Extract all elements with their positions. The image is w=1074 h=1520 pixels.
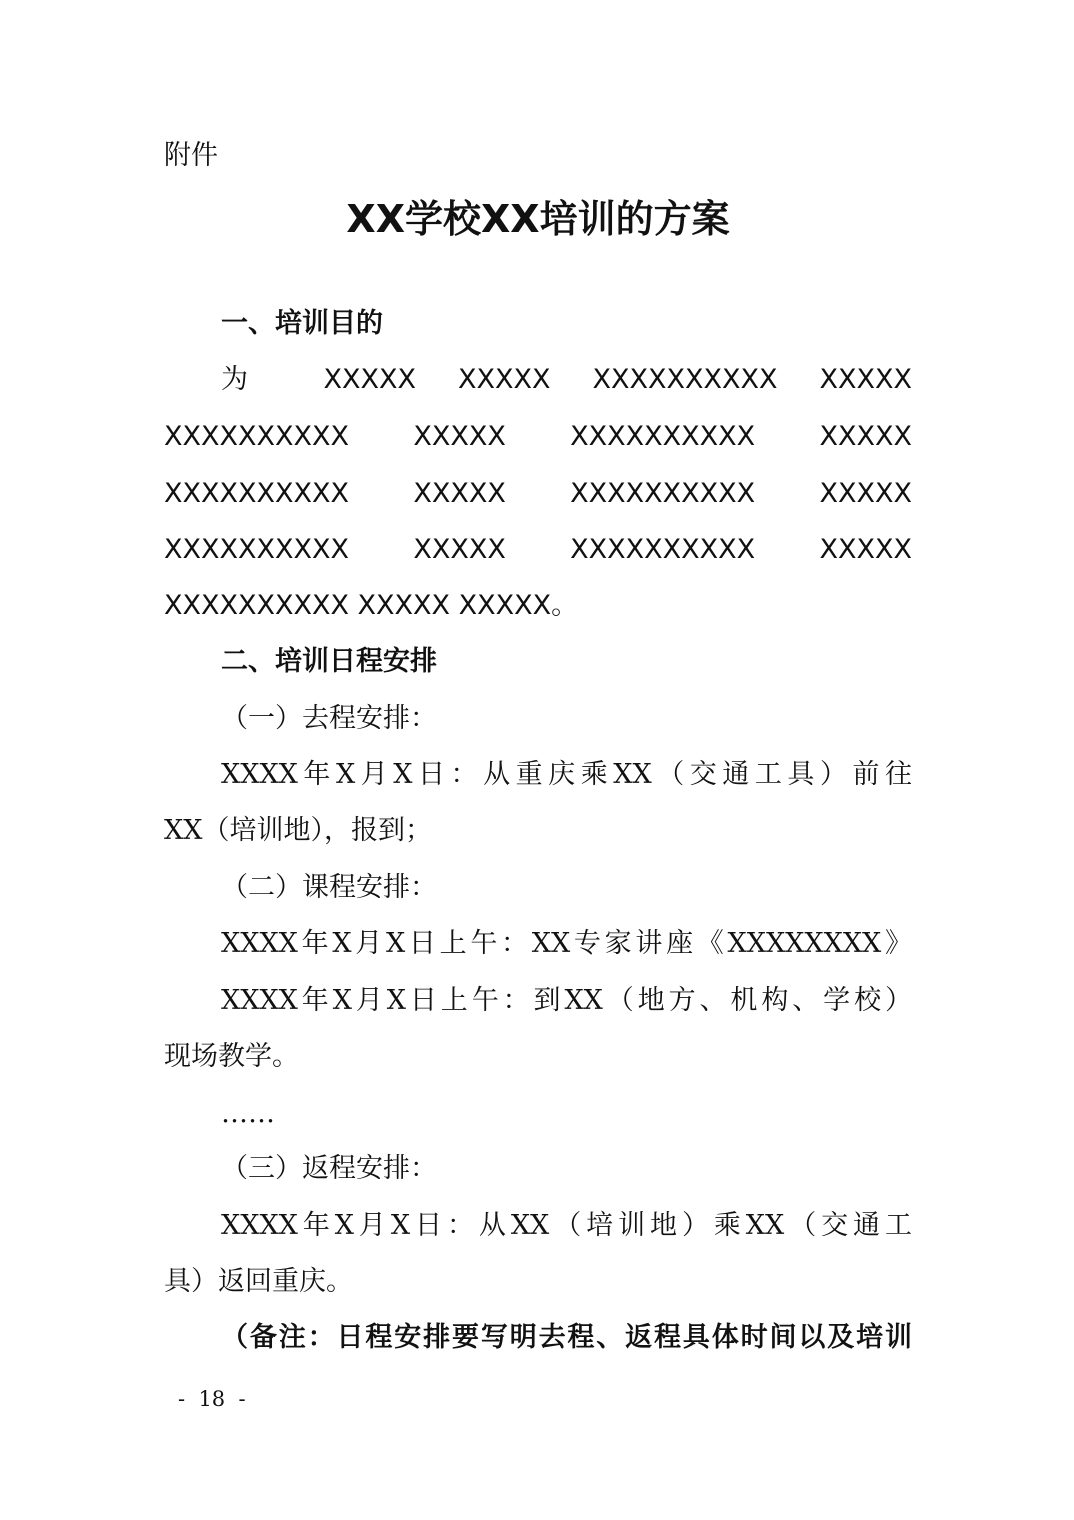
purpose-line-3: XXXXXXXXXX XXXXX XXXXXXXXXX XXXXX <box>164 478 912 509</box>
document-title: XX学校XX培训的方案 <box>346 197 730 241</box>
subheading-return: （三）返程安排： <box>221 1153 437 1184</box>
attachment-label: 附件 <box>164 140 218 171</box>
subheading-departure: （一）去程安排： <box>221 703 437 734</box>
purpose-line-1: 为 XXXXX XXXXX XXXXXXXXXX XXXXX <box>221 364 912 395</box>
return-line-2: 具）返回重庆。 <box>164 1266 353 1297</box>
schedule-note: （备注：日程安排要写明去程、返程具体时间以及培训 <box>221 1322 912 1353</box>
purpose-line-2: XXXXXXXXXX XXXXX XXXXXXXXXX XXXXX <box>164 421 912 452</box>
section-heading-schedule: 二、培训日程安排 <box>221 646 437 677</box>
course-line-1: XXXX年X月X日上午：XX专家讲座《XXXXXXXX》 <box>221 928 912 959</box>
course-line-2: XXXX年X月X日上午：到XX（地方、机构、学校） <box>221 985 912 1016</box>
course-ellipsis: …… <box>221 1098 275 1129</box>
departure-line-1: XXXX年X月X日：从重庆乘XX（交通工具）前往 <box>221 759 912 790</box>
course-line-3: 现场教学。 <box>164 1041 299 1072</box>
purpose-line-4: XXXXXXXXXX XXXXX XXXXXXXXXX XXXXX <box>164 534 912 565</box>
return-line-1: XXXX年X月X日：从XX（培训地）乘XX（交通工 <box>221 1210 912 1241</box>
subheading-courses: （二）课程安排： <box>221 872 437 903</box>
section-heading-purpose: 一、培训目的 <box>221 308 383 339</box>
purpose-line-5: XXXXXXXXXX XXXXX XXXXX。 <box>164 590 579 621</box>
departure-line-2: XX（培训地），报到； <box>164 815 432 846</box>
page-number: - 18 - <box>178 1387 246 1411</box>
